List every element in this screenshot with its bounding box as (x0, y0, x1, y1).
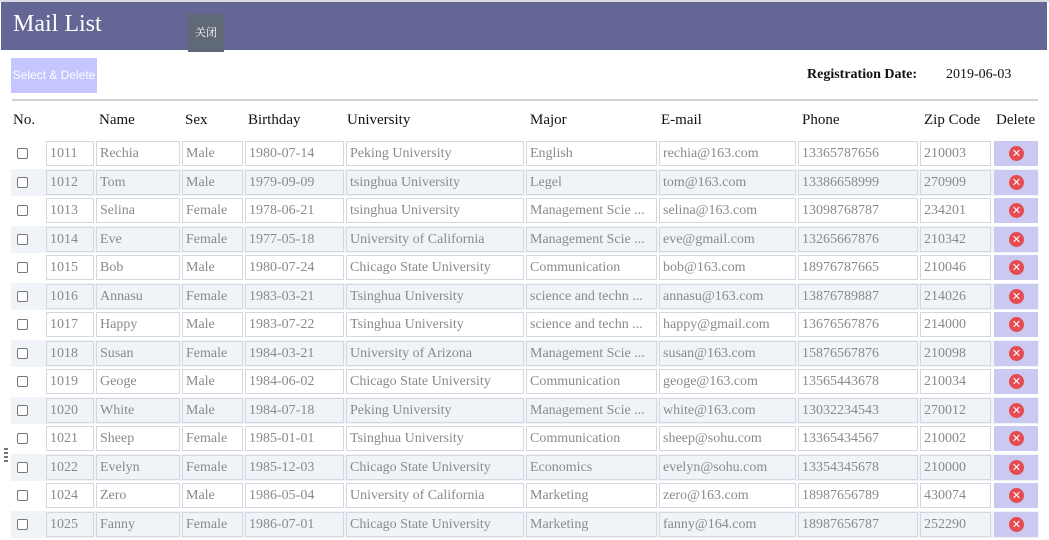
row-checkbox[interactable] (17, 348, 28, 359)
table-row (11, 197, 1039, 224)
row-name-input[interactable]: Zero (96, 483, 180, 508)
col-no-header: No. (13, 112, 36, 128)
row-name-input[interactable]: Sheep (96, 426, 180, 451)
delete-row-button[interactable] (994, 170, 1038, 195)
row-phone-input[interactable]: 18976787665 (798, 255, 918, 280)
row-name-input[interactable]: Evelyn (96, 455, 180, 480)
table-row (11, 311, 1039, 338)
row-major-input[interactable]: Communication (526, 255, 657, 280)
row-checkbox[interactable] (17, 405, 28, 416)
col-zip-header: Zip Code (924, 112, 981, 128)
col-university-header: University (347, 112, 411, 128)
delete-row-button[interactable] (994, 426, 1038, 451)
row-zip-input[interactable]: 214026 (920, 284, 991, 309)
row-major-input[interactable]: Marketing (526, 512, 657, 537)
close-circle-icon: ✕ (1009, 146, 1024, 161)
row-major-input[interactable]: science and techn ... (526, 312, 657, 337)
row-phone-input[interactable]: 13365787656 (798, 141, 918, 166)
table-row (11, 368, 1039, 395)
delete-row-button[interactable] (994, 198, 1038, 223)
row-phone-input[interactable]: 13876789887 (798, 284, 918, 309)
row-email-input[interactable]: evelyn@sohu.com (659, 455, 796, 480)
row-university-input[interactable]: Chicago State University (346, 455, 524, 480)
row-email-input[interactable]: bob@163.com (659, 255, 796, 280)
delete-row-button[interactable] (994, 141, 1038, 166)
app-header (1, 2, 1047, 50)
row-phone-input[interactable]: 13386658999 (798, 170, 918, 195)
row-email-input[interactable]: eve@gmail.com (659, 227, 796, 252)
row-checkbox[interactable] (17, 319, 28, 330)
close-circle-icon: ✕ (1009, 289, 1024, 304)
row-no-input[interactable]: 1024 (46, 483, 94, 508)
row-major-input[interactable]: science and techn ... (526, 284, 657, 309)
close-circle-icon: ✕ (1009, 374, 1024, 389)
resize-handle[interactable] (4, 448, 8, 462)
row-name-input[interactable]: Happy (96, 312, 180, 337)
row-sex-input[interactable]: Female (182, 512, 243, 537)
row-birthday-input[interactable]: 1983-03-21 (245, 284, 344, 309)
col-major-header: Major (530, 112, 567, 128)
row-checkbox[interactable] (17, 490, 28, 501)
row-sex-input[interactable]: Male (182, 369, 243, 394)
select-delete-button[interactable]: Select & Delete (11, 58, 97, 93)
row-no-input[interactable]: 1017 (46, 312, 94, 337)
row-sex-input[interactable]: Female (182, 284, 243, 309)
col-name-header: Name (99, 112, 135, 128)
delete-row-button[interactable] (994, 512, 1038, 537)
col-phone-header: Phone (802, 112, 840, 128)
row-zip-input[interactable]: 252290 (920, 512, 991, 537)
row-checkbox[interactable] (17, 291, 28, 302)
row-zip-input[interactable]: 210098 (920, 341, 991, 366)
col-email-header: E-mail (661, 112, 702, 128)
table-row (11, 511, 1039, 538)
row-name-input[interactable]: Annasu (96, 284, 180, 309)
delete-row-button[interactable] (994, 455, 1038, 480)
row-sex-input[interactable]: Male (182, 141, 243, 166)
row-checkbox[interactable] (17, 177, 28, 188)
row-birthday-input[interactable]: 1985-12-03 (245, 455, 344, 480)
close-circle-icon: ✕ (1009, 460, 1024, 475)
row-phone-input[interactable]: 13265667876 (798, 227, 918, 252)
row-no-input[interactable]: 1025 (46, 512, 94, 537)
page-title: Mail List (13, 11, 102, 37)
close-circle-icon: ✕ (1009, 232, 1024, 247)
close-circle-icon: ✕ (1009, 346, 1024, 361)
row-checkbox[interactable] (17, 148, 28, 159)
registration-date-label: Registration Date: (807, 67, 918, 82)
row-phone-input[interactable]: 13565443678 (798, 369, 918, 394)
row-university-input[interactable]: Tsinghua University (346, 312, 524, 337)
row-sex-input[interactable]: Female (182, 227, 243, 252)
col-birthday-header: Birthday (248, 112, 301, 128)
row-university-input[interactable]: University of California (346, 483, 524, 508)
delete-row-button[interactable] (994, 369, 1038, 394)
row-no-input[interactable]: 1016 (46, 284, 94, 309)
row-major-input[interactable]: Communication (526, 426, 657, 451)
row-email-input[interactable]: annasu@163.com (659, 284, 796, 309)
row-phone-input[interactable]: 13676567876 (798, 312, 918, 337)
row-zip-input[interactable]: 234201 (920, 198, 991, 223)
row-no-input[interactable]: 1022 (46, 455, 94, 480)
row-major-input[interactable]: English (526, 141, 657, 166)
row-checkbox[interactable] (17, 433, 28, 444)
row-university-input[interactable]: Chicago State University (346, 369, 524, 394)
row-checkbox[interactable] (17, 519, 28, 530)
row-major-input[interactable]: Economics (526, 455, 657, 480)
row-major-input[interactable]: Management Scie ... (526, 227, 657, 252)
row-birthday-input[interactable]: 1985-01-01 (245, 426, 344, 451)
row-no-input[interactable]: 1018 (46, 341, 94, 366)
row-name-input[interactable]: Susan (96, 341, 180, 366)
row-zip-input[interactable]: 270909 (920, 170, 991, 195)
row-phone-input[interactable]: 18987656787 (798, 512, 918, 537)
close-circle-icon: ✕ (1009, 203, 1024, 218)
row-birthday-input[interactable]: 1979-09-09 (245, 170, 344, 195)
row-name-input[interactable]: White (96, 398, 180, 423)
row-sex-input[interactable]: Male (182, 170, 243, 195)
row-birthday-input[interactable]: 1984-07-18 (245, 398, 344, 423)
row-birthday-input[interactable]: 1986-07-01 (245, 512, 344, 537)
row-no-input[interactable]: 1013 (46, 198, 94, 223)
row-zip-input[interactable]: 210046 (920, 255, 991, 280)
close-circle-icon: ✕ (1009, 175, 1024, 190)
row-sex-input[interactable]: Male (182, 483, 243, 508)
row-zip-input[interactable]: 210342 (920, 227, 991, 252)
row-checkbox[interactable] (17, 462, 28, 473)
row-phone-input[interactable]: 13354345678 (798, 455, 918, 480)
row-major-input[interactable]: Management Scie ... (526, 341, 657, 366)
row-no-input[interactable]: 1020 (46, 398, 94, 423)
row-no-input[interactable]: 1012 (46, 170, 94, 195)
row-sex-input[interactable]: Male (182, 312, 243, 337)
row-checkbox[interactable] (17, 376, 28, 387)
row-zip-input[interactable]: 210003 (920, 141, 991, 166)
row-phone-input[interactable]: 13098768787 (798, 198, 918, 223)
delete-row-button[interactable] (994, 341, 1038, 366)
row-university-input[interactable]: Peking University (346, 398, 524, 423)
divider (12, 99, 1038, 101)
row-birthday-input[interactable]: 1984-03-21 (245, 341, 344, 366)
row-no-input[interactable]: 1014 (46, 227, 94, 252)
row-sex-input[interactable]: Male (182, 398, 243, 423)
row-major-input[interactable]: Management Scie ... (526, 198, 657, 223)
row-no-input[interactable]: 1011 (46, 141, 94, 166)
row-email-input[interactable]: zero@163.com (659, 483, 796, 508)
row-email-input[interactable]: fanny@164.com (659, 512, 796, 537)
row-sex-input[interactable]: Female (182, 455, 243, 480)
row-zip-input[interactable]: 270012 (920, 398, 991, 423)
row-university-input[interactable]: Tsinghua University (346, 284, 524, 309)
row-birthday-input[interactable]: 1978-06-21 (245, 198, 344, 223)
delete-row-button[interactable] (994, 483, 1038, 508)
table-row (11, 169, 1039, 196)
row-email-input[interactable]: geoge@163.com (659, 369, 796, 394)
row-checkbox[interactable] (17, 262, 28, 273)
row-zip-input[interactable]: 210000 (920, 455, 991, 480)
table-row (11, 425, 1039, 452)
table-row (11, 226, 1039, 253)
row-name-input[interactable]: Geoge (96, 369, 180, 394)
delete-row-button[interactable] (994, 255, 1038, 280)
row-phone-input[interactable]: 18987656789 (798, 483, 918, 508)
close-circle-icon: ✕ (1009, 317, 1024, 332)
row-university-input[interactable]: University of California (346, 227, 524, 252)
row-university-input[interactable]: University of Arizona (346, 341, 524, 366)
row-sex-input[interactable]: Male (182, 255, 243, 280)
row-birthday-input[interactable]: 1980-07-24 (245, 255, 344, 280)
close-circle-icon: ✕ (1009, 260, 1024, 275)
table-row (11, 482, 1039, 509)
delete-row-button[interactable] (994, 284, 1038, 309)
row-zip-input[interactable]: 430074 (920, 483, 991, 508)
table-row (11, 254, 1039, 281)
row-email-input[interactable]: sheep@sohu.com (659, 426, 796, 451)
row-email-input[interactable]: susan@163.com (659, 341, 796, 366)
row-checkbox[interactable] (17, 234, 28, 245)
delete-row-button[interactable] (994, 312, 1038, 337)
row-birthday-input[interactable]: 1980-07-14 (245, 141, 344, 166)
delete-row-button[interactable] (994, 398, 1038, 423)
row-no-input[interactable]: 1021 (46, 426, 94, 451)
table-row (11, 454, 1039, 481)
row-email-input[interactable]: tom@163.com (659, 170, 796, 195)
row-birthday-input[interactable]: 1977-05-18 (245, 227, 344, 252)
row-university-input[interactable]: Tsinghua University (346, 426, 524, 451)
col-delete-header: Delete (996, 112, 1036, 128)
row-major-input[interactable]: Marketing (526, 483, 657, 508)
row-name-input[interactable]: Selina (96, 198, 180, 223)
table-row (11, 140, 1039, 167)
col-sex-header: Sex (185, 112, 208, 128)
registration-date-value: 2019-06-03 (946, 67, 1012, 82)
row-name-input[interactable]: Bob (96, 255, 180, 280)
delete-row-button[interactable] (994, 227, 1038, 252)
table-row (11, 340, 1039, 367)
row-sex-input[interactable]: Female (182, 341, 243, 366)
row-birthday-input[interactable]: 1984-06-02 (245, 369, 344, 394)
row-no-input[interactable]: 1019 (46, 369, 94, 394)
row-email-input[interactable]: selina@163.com (659, 198, 796, 223)
row-phone-input[interactable]: 13032234543 (798, 398, 918, 423)
row-name-input[interactable]: Fanny (96, 512, 180, 537)
row-major-input[interactable]: Management Scie ... (526, 398, 657, 423)
row-university-input[interactable]: Peking University (346, 141, 524, 166)
table-row (11, 283, 1039, 310)
row-university-input[interactable]: tsinghua University (346, 198, 524, 223)
row-phone-input[interactable]: 13365434567 (798, 426, 918, 451)
row-email-input[interactable]: white@163.com (659, 398, 796, 423)
row-university-input[interactable]: tsinghua University (346, 170, 524, 195)
row-major-input[interactable]: Communication (526, 369, 657, 394)
table-row (11, 397, 1039, 424)
row-sex-input[interactable]: Female (182, 426, 243, 451)
close-circle-icon: ✕ (1009, 517, 1024, 532)
row-checkbox[interactable] (17, 205, 28, 216)
row-phone-input[interactable]: 15876567876 (798, 341, 918, 366)
row-name-input[interactable]: Eve (96, 227, 180, 252)
close-circle-icon: ✕ (1009, 403, 1024, 418)
row-birthday-input[interactable]: 1983-07-22 (245, 312, 344, 337)
row-university-input[interactable]: Chicago State University (346, 255, 524, 280)
row-zip-input[interactable]: 210002 (920, 426, 991, 451)
row-university-input[interactable]: Chicago State University (346, 512, 524, 537)
row-name-input[interactable]: Tom (96, 170, 180, 195)
row-no-input[interactable]: 1015 (46, 255, 94, 280)
row-zip-input[interactable]: 214000 (920, 312, 991, 337)
close-button[interactable]: 关闭 (188, 14, 224, 52)
row-zip-input[interactable]: 210034 (920, 369, 991, 394)
row-name-input[interactable]: Rechia (96, 141, 180, 166)
row-email-input[interactable]: happy@gmail.com (659, 312, 796, 337)
close-circle-icon: ✕ (1009, 488, 1024, 503)
close-circle-icon: ✕ (1009, 431, 1024, 446)
row-birthday-input[interactable]: 1986-05-04 (245, 483, 344, 508)
row-email-input[interactable]: rechia@163.com (659, 141, 796, 166)
row-major-input[interactable]: Legel (526, 170, 657, 195)
row-sex-input[interactable]: Female (182, 198, 243, 223)
